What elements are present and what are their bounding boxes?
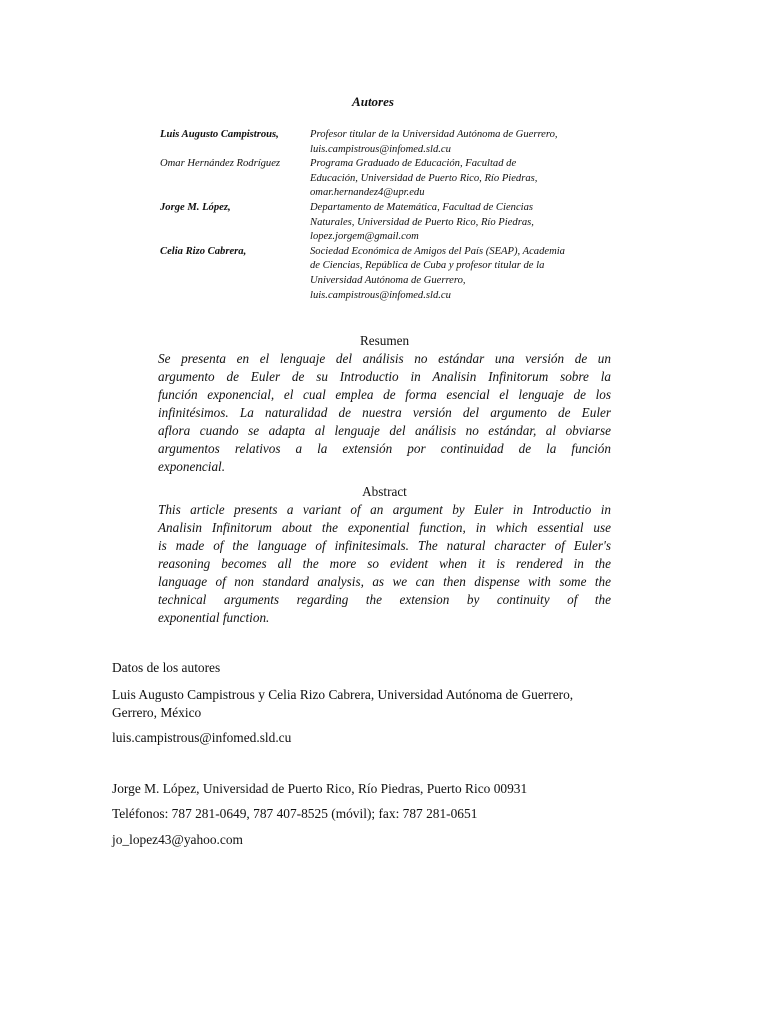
abstract-line: reasoning becomes all the more so evident when it is rendered in the	[158, 556, 611, 571]
resumen-line: infinitésimos. La naturalidad de nuestra versión del argumento de Euler	[158, 405, 611, 420]
abstract-line: language of non standard analysis, as we can then dispense with some the	[158, 574, 611, 589]
resumen-line: aflora cuando se adapta al lenguaje del análisis no estándar, al obviarse	[158, 423, 611, 438]
author-data-affiliation-2: Jorge M. López, Universidad de Puerto Rico, Río Piedras, Puerto Rico 00931	[112, 781, 528, 796]
resumen-text	[158, 350, 611, 476]
authors-table	[160, 128, 620, 303]
affiliation-line: Departamento de Matemática, Facultad de Ciencias	[310, 201, 534, 213]
affiliation-line: Universidad Autónoma de Guerrero,	[310, 274, 466, 286]
abstract-line: This article presents a variant of an argument by Euler in Introductio in	[158, 502, 611, 517]
author-data-email-2: jo_lopez43@yahoo.com	[112, 832, 243, 847]
author-data-email-1: luis.campistrous@infomed.sld.cu	[112, 730, 292, 745]
abstract-line: is made of the language of infinitesimals. The natural character of Euler's	[158, 538, 611, 553]
resumen-heading: Resumen	[359, 333, 410, 348]
author-name: Jorge M. López,	[160, 201, 231, 213]
resumen-line: exponencial.	[158, 459, 226, 474]
abstract-heading: Abstract	[362, 484, 407, 499]
author-data-affiliation-1: Luis Augusto Campistrous y Celia Rizo Cabrera, Universidad Autónoma de Guerrero, Gerrero, México	[112, 687, 574, 720]
abstract-section	[158, 483, 611, 627]
authors-heading: Autores	[352, 94, 394, 109]
author-name: Omar Hernández Rodríguez	[160, 158, 281, 170]
resumen-line: función exponencial, el cual emplea de forma esencial el lenguaje de los	[158, 387, 611, 402]
author-affiliation	[310, 201, 620, 245]
affiliation-line: Programa Graduado de Educación, Facultad de	[310, 158, 517, 170]
author-data-phones: Teléfonos: 787 281-0649, 787 407-8525 (móvil); fax: 787 281-0651	[112, 806, 478, 821]
affiliation-line: luis.campistrous@infomed.sld.cu	[310, 289, 451, 301]
author-affiliation	[310, 157, 620, 201]
abstract-line: exponential function.	[158, 610, 270, 625]
abstract-line: technical arguments regarding the extension by continuity of the	[158, 592, 611, 607]
affiliation-line: de Ciencias, República de Cuba y profesor titular de la	[310, 260, 545, 272]
affiliation-line: lopez.jorgem@gmail.com	[310, 231, 419, 243]
affiliation-line: Profesor titular de la Universidad Autónoma de Guerrero,	[310, 129, 558, 140]
affiliation-line: Naturales, Universidad de Puerto Rico, Río Piedras,	[310, 216, 534, 228]
abstract-text	[158, 501, 611, 627]
affiliation-line: Educación, Universidad de Puerto Rico, Río Piedras,	[310, 172, 538, 184]
affiliation-line: Sociedad Económica de Amigos del País (SEAP), Academia	[310, 245, 565, 257]
resumen-line: Se presenta en el lenguaje del análisis no estándar una versión de un	[158, 351, 611, 366]
author-row	[160, 201, 620, 245]
author-row	[160, 128, 620, 157]
author-name: Luis Augusto Campistrous,	[160, 129, 279, 140]
author-affiliation	[310, 128, 620, 157]
resumen-line: argumento de Euler de su Introductio in Analisin Infinitorum sobre la	[158, 369, 611, 384]
author-affiliation	[310, 245, 620, 303]
author-row	[160, 245, 620, 303]
resumen-line: argumentos relativos a la extensión por continuidad de la función	[158, 441, 611, 456]
resumen-section	[158, 332, 611, 476]
author-data-heading: Datos de los autores	[112, 660, 221, 675]
affiliation-line: luis.campistrous@infomed.sld.cu	[310, 143, 451, 155]
author-name: Celia Rizo Cabrera,	[160, 245, 247, 257]
author-row	[160, 157, 620, 201]
affiliation-line: omar.hernandez4@upr.edu	[310, 187, 425, 199]
abstract-line: Analisin Infinitorum about the exponential function, in which essential use	[158, 520, 611, 535]
